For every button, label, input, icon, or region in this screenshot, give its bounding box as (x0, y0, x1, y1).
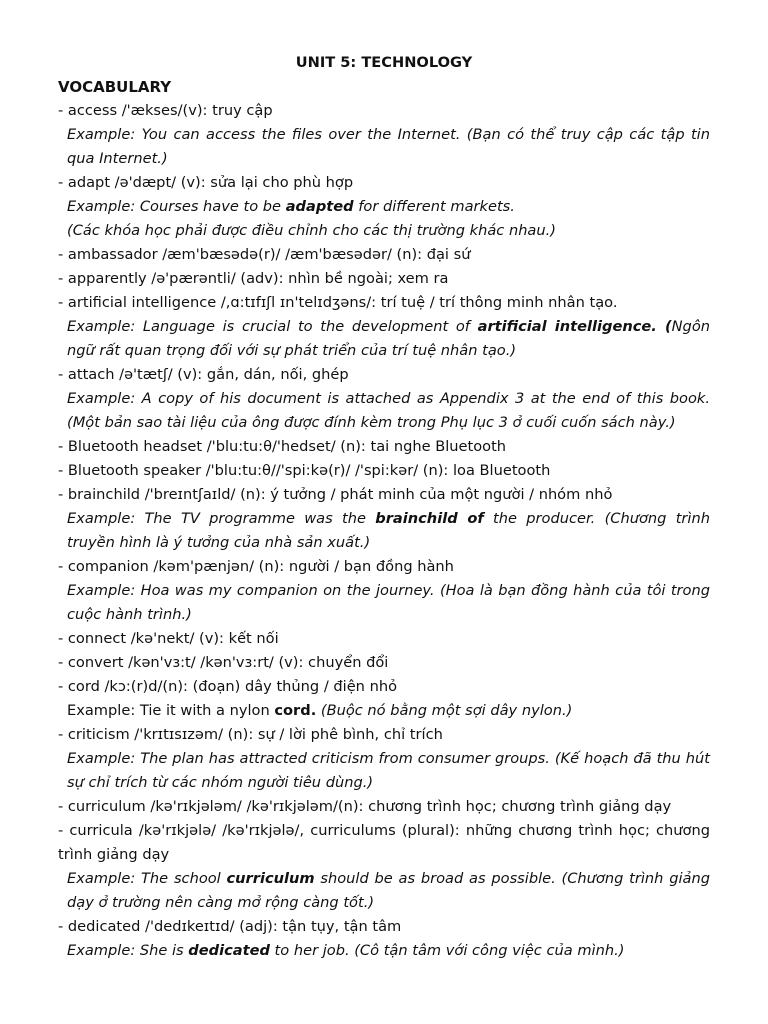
highlighted-word: dedicated (188, 942, 270, 959)
vocab-entry: - cord /kɔ:(r)d/(n): (đoạn) dây thủng / điện nhỏ (58, 678, 397, 695)
vocab-entry: - convert /kən'vɜ:t/ /kən'vɜ:rt/ (v): chuyển đổi (58, 654, 389, 671)
highlighted-word: curriculum (226, 870, 315, 887)
vocab-entry: - brainchild /'breɪntʃaɪld/ (n): ý tưởng / phát minh của một người / nhóm nhỏ (58, 486, 613, 503)
example-sentence: Example: She is dedicated to her job. (Cô tận tâm với công việc của mình.) (67, 942, 625, 959)
example-sentence: Example: The TV programme was the brainchild of the producer. (Chương trình truyền hình là ý tưởng của nhà sản xuất.) (67, 510, 710, 551)
page-title: UNIT 5: TECHNOLOGY (295, 54, 473, 71)
vocab-entry: - curricula /kə'rɪkjələ/ /kə'rɪkjələ/, curriculums (plural): những chương trình học; chương trình giảng dạy (58, 822, 710, 863)
highlighted-word: artificial intelligence. ( (477, 318, 672, 335)
section-heading: VOCABULARY (58, 78, 172, 96)
vocab-entry: - criticism /'krɪtɪsɪzəm/ (n): sự / lời phê bình, chỉ trích (58, 726, 443, 743)
vocab-entry: - dedicated /'dedɪkeɪtɪd/ (adj): tận tụy, tận tâm (58, 918, 402, 935)
example-sentence: Example: Hoa was my companion on the journey. (Hoa là bạn đồng hành của tôi trong cuộc hành trình.) (67, 582, 710, 623)
vocab-entry: - apparently /ə'pærəntli/ (adv): nhìn bề ngoài; xem ra (58, 270, 449, 287)
vocab-entry: - curriculum /kə'rɪkjələm/ /kə'rɪkjələm/(n): chương trình học; chương trình giảng dạy (58, 798, 672, 815)
document-page (58, 51, 710, 963)
example-sentence: Example: A copy of his document is attached as Appendix 3 at the end of this book. (Một bản sao tài liệu của ông được đính kèm trong Phụ lục 3 ở cuối cuốn sách này.) (67, 390, 710, 431)
vocab-entry: - attach /ə'tætʃ/ (v): gắn, dán, nối, ghép (58, 366, 349, 383)
vocab-entry: - connect /kə'nekt/ (v): kết nối (58, 630, 279, 647)
example-translation: (Các khóa học phải được điều chỉnh cho các thị trường khác nhau.) (67, 222, 556, 239)
vocab-entry: - access /'ækses/(v): truy cập (58, 102, 273, 119)
vocab-entry: - Bluetooth speaker /'blu:tu:θ//'spi:kə(r)/ /'spi:kər/ (n): loa Bluetooth (58, 462, 551, 479)
example-sentence: Example: Language is crucial to the development of artificial intelligence. (Ngôn ngữ rất quan trọng đối với sự phát triển của trí tuệ nhân tạo.) (67, 318, 710, 359)
vocab-entry: - artificial intelligence /,ɑ:tɪfɪʃl ɪn'telɪdʒəns/: trí tuệ / trí thông minh nhân tạo. (58, 294, 618, 311)
example-sentence: Example: The plan has attracted criticism from consumer groups. (Kế hoạch đã thu hút sự chỉ trích từ các nhóm người tiêu dùng.) (67, 750, 710, 791)
example-sentence: Example: The school curriculum should be as broad as possible. (Chương trình giảng dạy ở trường nên càng mở rộng càng tốt.) (67, 870, 710, 911)
vocab-entry: - Bluetooth headset /'blu:tu:θ/'hedset/ (n): tai nghe Bluetooth (58, 438, 507, 455)
example-sentence: Example: Tie it with a nylon cord. (Buộc nó bằng một sợi dây nylon.) (67, 702, 573, 719)
vocab-entry: - adapt /ə'dæpt/ (v): sửa lại cho phù hợp (58, 174, 354, 191)
highlighted-word: brainchild of (375, 510, 484, 527)
example-sentence: Example: You can access the files over the Internet. (Bạn có thể truy cập các tập tin qua Internet.) (67, 126, 710, 167)
highlighted-word: adapted (285, 198, 354, 215)
highlighted-word: cord. (274, 702, 317, 719)
vocab-entry: - ambassador /æm'bæsədə(r)/ /æm'bæsədər/ (n): đại sứ (58, 246, 471, 263)
example-sentence: Example: Courses have to be adapted for different markets. (67, 198, 515, 215)
vocab-entry: - companion /kəm'pænjən/ (n): người / bạn đồng hành (58, 558, 454, 575)
